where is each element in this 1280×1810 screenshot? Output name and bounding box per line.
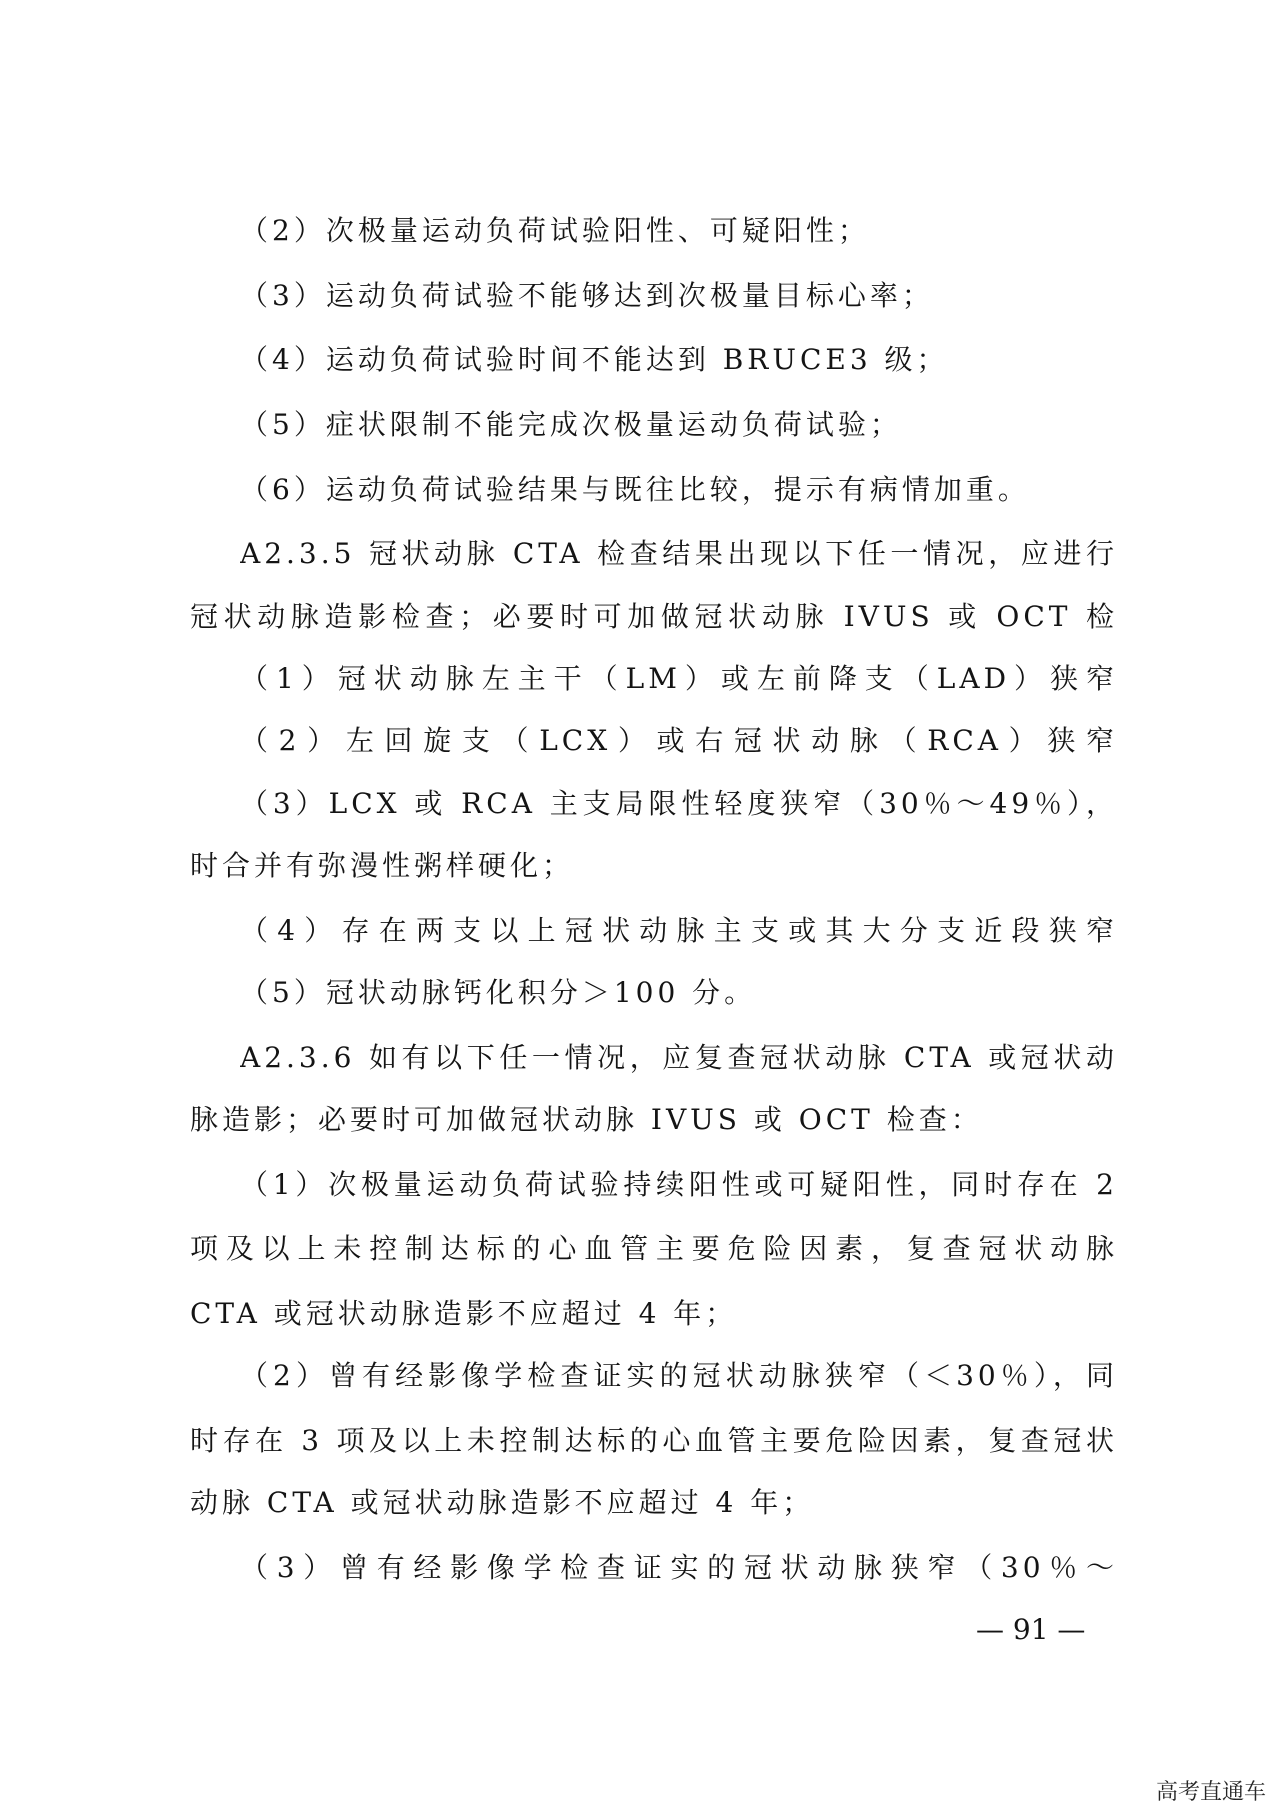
paragraph-line: 冠状动脉造影检查；必要时可加做冠状动脉 IVUS 或 OCT 检 — [190, 600, 1118, 633]
list-item-line: （5）症状限制不能完成次极量运动负荷试验； — [240, 408, 902, 441]
list-item-line: （2）左回旋支（LCX）或右冠状动脉（RCA）狭窄 — [240, 724, 1118, 757]
paragraph-line: 脉造影；必要时可加做冠状动脉 IVUS 或 OCT 检查： — [190, 1103, 983, 1136]
list-item-line: （2）次极量运动负荷试验阳性、可疑阳性； — [240, 214, 870, 247]
list-item-line: （3）曾有经影像学检查证实的冠状动脉狭窄（30％～ — [240, 1551, 1118, 1584]
section-heading-line: A2.3.5 冠状动脉 CTA 检查结果出现以下任一情况，应进行 — [240, 537, 1118, 570]
list-item-line: （1）次极量运动负荷试验持续阳性或可疑阳性，同时存在 2 — [240, 1168, 1118, 1201]
list-item-line: （4）存在两支以上冠状动脉主支或其大分支近段狭窄 — [240, 914, 1118, 947]
list-item-line: （4）运动负荷试验时间不能达到 BRUCE3 级； — [240, 343, 949, 376]
watermark-text: 高考直通车 — [1155, 1780, 1266, 1805]
list-item-line: （5）冠状动脉钙化积分＞100 分。 — [240, 976, 757, 1009]
list-item-line: （1）冠状动脉左主干（LM）或左前降支（LAD）狭窄 — [240, 662, 1118, 695]
paragraph-line: 时合并有弥漫性粥样硬化； — [190, 849, 575, 882]
list-item-line: （2）曾有经影像学检查证实的冠状动脉狭窄（＜30％），同 — [240, 1359, 1118, 1392]
list-item-line: （3）LCX 或 RCA 主支局限性轻度狭窄（30％～49％）， — [240, 787, 1118, 820]
paragraph-line: 动脉 CTA 或冠状动脉造影不应超过 4 年； — [190, 1486, 815, 1519]
page-number: — 91 — — [976, 1613, 1086, 1646]
paragraph-line: 时存在 3 项及以上未控制达标的心血管主要危险因素，复查冠状 — [190, 1424, 1118, 1457]
list-item-line: （6）运动负荷试验结果与既往比较，提示有病情加重。 — [240, 473, 1030, 506]
section-heading-line: A2.3.6 如有以下任一情况，应复查冠状动脉 CTA 或冠状动 — [240, 1041, 1118, 1074]
list-item-line: （3）运动负荷试验不能够达到次极量目标心率； — [240, 279, 934, 312]
paragraph-line: CTA 或冠状动脉造影不应超过 4 年； — [190, 1297, 738, 1330]
paragraph-line: 项及以上未控制达标的心血管主要危险因素，复查冠状动脉 — [190, 1232, 1118, 1265]
